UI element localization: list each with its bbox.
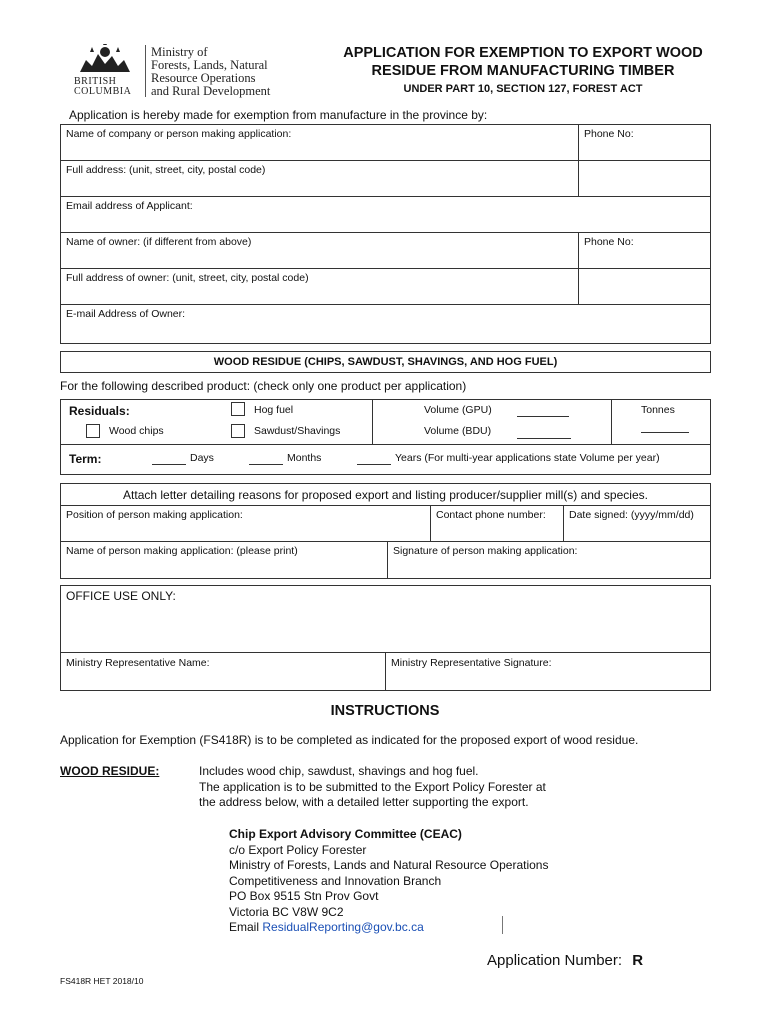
email-link[interactable]: ResidualReporting@gov.bc.ca [262,920,424,934]
addr-line-1: c/o Export Policy Forester [229,842,367,857]
wood-residue-description [199,764,546,811]
volume-bdu-input[interactable] [517,438,571,439]
col-divider [372,399,373,444]
rep-name-field[interactable]: Ministry Representative Name: [66,657,210,669]
date-signed-field[interactable]: Date signed: (yyyy/mm/dd) [569,509,694,521]
hog-fuel-checkbox[interactable] [231,402,245,416]
row-divider [60,160,711,161]
sawdust-checkbox[interactable] [231,424,245,438]
hog-fuel-label: Hog fuel [254,404,294,416]
sawdust-label: Sawdust/Shavings [254,425,341,437]
col-divider [611,399,612,444]
volume-gpu-input[interactable] [517,416,569,417]
row-divider [60,268,711,269]
term-label: Term: [69,452,102,466]
addr-committee: Chip Export Advisory Committee (CEAC) [229,827,462,841]
months-input[interactable] [249,464,283,465]
col-divider [578,232,579,304]
form-subtitle: UNDER PART 10, SECTION 127, FOREST ACT [403,83,643,95]
addr-line-5: Victoria BC V8W 9C2 [229,904,344,919]
attach-heading: Attach letter detailing reasons for proposed export and listing producer/supplier mill(s) and species. [123,488,648,502]
company-name-field[interactable]: Name of company or person making application: [66,128,292,140]
application-number [487,952,643,969]
wood-chips-label: Wood chips [109,425,164,437]
row-divider [60,304,711,305]
owner-address-field[interactable]: Full address of owner: (unit, street, city, postal code) [66,272,309,284]
ministry-line-1: Ministry of [151,45,208,59]
product-instruction: For the following described product: (check only one product per application) [60,379,467,393]
applicant-name-field[interactable]: Name of person making application: (please print) [66,545,298,557]
volume-gpu-label: Volume (GPU) [424,404,492,416]
rep-signature-field[interactable]: Ministry Representative Signature: [391,657,552,669]
bc-line-1: BRITISH [74,76,117,87]
header-divider [145,45,146,97]
instructions-title: INSTRUCTIONS [330,703,440,719]
residuals-label: Residuals: [69,404,130,418]
title-line-2: RESIDUE FROM MANUFACTURING TIMBER [371,63,675,79]
phone-field[interactable]: Phone No: [584,128,634,140]
title-line-1: APPLICATION FOR EXEMPTION TO EXPORT WOOD [343,45,703,61]
wood-residue-label: WOOD RESIDUE: [60,764,160,778]
owner-name-field[interactable]: Name of owner: (if different from above) [66,236,252,248]
years-label: Years (For multi-year applications state Volume per year) [395,452,660,464]
days-label: Days [190,452,214,464]
email-line [229,920,548,936]
position-field[interactable]: Position of person making application: [66,509,243,521]
applicant-signature-field[interactable]: Signature of person making application: [393,545,578,557]
years-input[interactable] [357,464,391,465]
col-divider [387,541,388,579]
office-use-heading: OFFICE USE ONLY: [66,589,176,603]
months-label: Months [287,452,322,464]
col-divider [578,124,579,196]
ministry-name [151,46,270,98]
row-divider [60,444,711,445]
row-divider [60,232,711,233]
addr-line-2: Ministry of Forests, Lands and Natural Resource Operations [229,858,549,872]
col-divider [563,505,564,541]
email-prefix: Email [229,920,260,934]
row-divider [60,541,711,542]
wr-line-3: the address below, with a detailed letter supporting the export. [199,795,529,809]
application-number-label: Application Number: [487,952,623,969]
wr-line-1: Includes wood chip, sawdust, shavings and hog fuel. [199,764,479,778]
ministry-line-2: Forests, Lands, Natural [151,58,268,72]
owner-email-field[interactable]: E-mail Address of Owner: [66,308,186,320]
addr-line-4: PO Box 9515 Stn Prov Govt [229,889,379,903]
volume-bdu-label: Volume (BDU) [424,425,492,437]
wr-line-2: The application is to be submitted to the Export Policy Forester at [199,779,546,794]
ministry-line-4: and Rural Development [151,84,271,98]
form-code: FS418R HET 2018/10 [60,976,144,986]
row-divider [60,505,711,506]
contact-phone-field[interactable]: Contact phone number: [436,509,546,521]
email-field[interactable]: Email address of Applicant: [66,200,193,212]
application-number-value: R [632,952,644,969]
email-divider [502,916,503,934]
days-input[interactable] [152,464,186,465]
form-title [318,44,728,80]
mailing-address [229,827,548,936]
row-divider [60,196,711,197]
tonnes-label: Tonnes [641,404,675,416]
bc-wordmark [74,77,131,97]
instructions-paragraph: Application for Exemption (FS418R) is to be completed as indicated for the proposed export of wood residue. [60,733,639,747]
ministry-line-3: Resource Operations [151,71,256,85]
bc-line-2: COLUMBIA [74,86,132,97]
address-field[interactable]: Full address: (unit, street, city, postal code) [66,164,266,176]
col-divider [430,505,431,541]
wood-residue-heading: WOOD RESIDUE (CHIPS, SAWDUST, SHAVINGS, AND HOG FUEL) [213,356,558,368]
col-divider [385,652,386,691]
intro-text: Application is hereby made for exemption from manufacture in the province by: [69,108,488,122]
owner-phone-field[interactable]: Phone No: [584,236,634,248]
tonnes-input[interactable] [641,432,689,433]
wood-chips-checkbox[interactable] [86,424,100,438]
addr-line-3: Competitiveness and Innovation Branch [229,873,442,888]
bc-logo-icon [74,44,136,78]
